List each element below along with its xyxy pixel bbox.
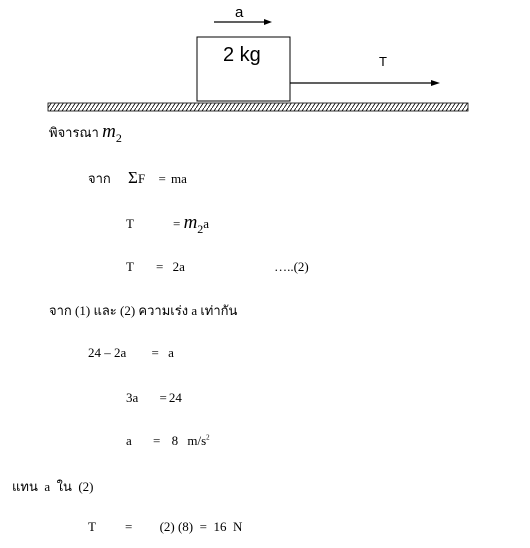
t-m2a-eq: = (172, 216, 181, 231)
step2-rhs: 24 (168, 390, 182, 405)
step3-lhs: a (126, 433, 132, 448)
step1-line (88, 345, 174, 361)
t-2a-eq: = (155, 259, 164, 274)
final-line (88, 519, 242, 535)
newton-from: จาก (88, 171, 111, 186)
sigma-symbol: Σ (128, 168, 138, 187)
t-m2a-suffix: a (203, 216, 210, 231)
t-2a-lhs: T (126, 259, 134, 274)
tension-m2a-line (126, 212, 209, 237)
final-lhs: T (88, 519, 96, 534)
step1-rhs: a (168, 345, 174, 360)
consider-line (49, 121, 122, 146)
newton-lhs: F (137, 171, 146, 186)
tension-2a-line (126, 259, 309, 275)
tension-label: T (379, 54, 387, 69)
substitute-line: แทน a ใน (2) (12, 479, 94, 494)
step1-eq: = (151, 345, 159, 360)
acceleration-label: a (235, 4, 244, 21)
same-acceleration-line: จาก (1) และ (2) ความเร่ง a เท่ากัน (49, 303, 238, 318)
newton-law-line (88, 168, 187, 189)
step2-lhs: 3a (126, 390, 139, 405)
final-eq: = (124, 519, 133, 534)
m2-symbol: $m_2$ (102, 121, 122, 145)
final-rhs: (2) (8) = 16 N (159, 519, 243, 534)
step1-lhs: 24 – 2a (88, 345, 127, 360)
step2-line (126, 390, 182, 406)
step3-unit: $m/s^2$ (187, 433, 210, 448)
mass-label: 2 kg (223, 44, 261, 66)
t-m2a-var: $m_2$ (183, 212, 204, 236)
consider-prefix: พิจารณา (49, 125, 99, 140)
tension-arrow (290, 80, 440, 86)
step3-eq: = (153, 433, 161, 448)
ground-surface (48, 103, 468, 111)
newton-rhs: ma (171, 171, 187, 186)
t-m2a-lhs: T (126, 216, 134, 231)
force-diagram (0, 0, 530, 118)
t-2a-rhs: 2a (172, 259, 185, 274)
equation-tag-2: …..(2) (274, 259, 309, 274)
step3-rhs: 8 (171, 433, 179, 448)
step3-line (126, 433, 210, 449)
step2-eq: = (159, 390, 167, 405)
newton-eq: = (158, 171, 166, 186)
